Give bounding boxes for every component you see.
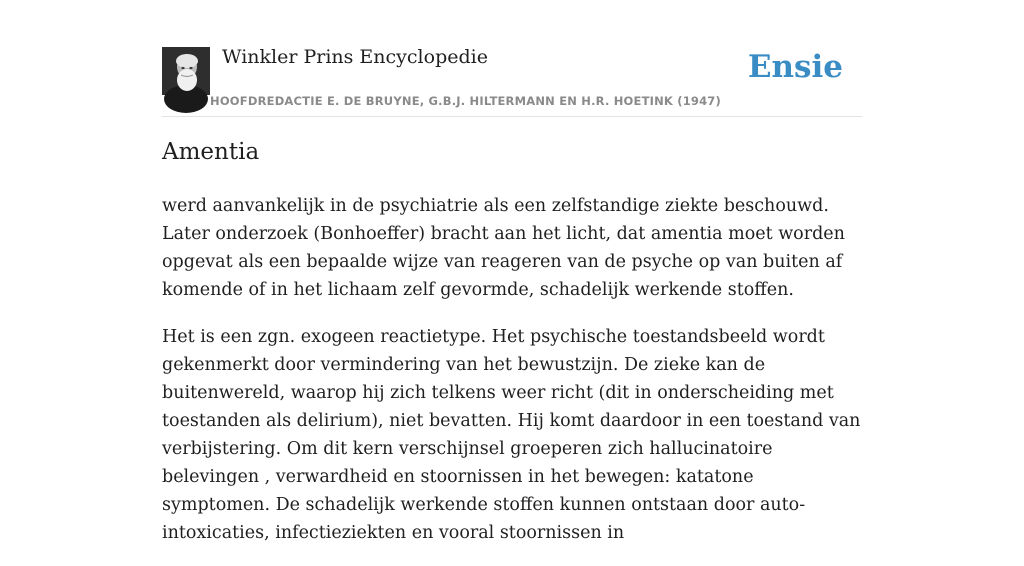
bearded-man-portrait-icon bbox=[162, 47, 210, 95]
article-body bbox=[162, 192, 862, 566]
article-title: Amentia bbox=[162, 139, 260, 165]
source-header bbox=[162, 46, 862, 117]
paragraph: werd aanvankelijk in de psychiatrie als een zelfstandige ziekte beschouwd. Later onderzoek (Bonhoeffer) bracht aan het licht, dat amentia moet worden opgevat als een bepaalde wijze van reageren van de psyche op van buiten af komende of in het lichaam zelf gevormde, schadelijk werkende stoffen. bbox=[162, 196, 845, 300]
editors-line: HOOFDREDACTIE E. DE BRUYNE, G.B.J. HILTERMANN EN H.R. HOETINK (1947) bbox=[210, 94, 721, 108]
avatar[interactable] bbox=[162, 47, 210, 95]
source-title[interactable]: Winkler Prins Encyclopedie bbox=[222, 46, 488, 68]
ensie-logo[interactable]: Ensie bbox=[747, 49, 843, 85]
paragraph: Het is een zgn. exogeen reactietype. Het psychische toestandsbeeld wordt gekenmerkt door vermindering van het bewustzijn. De zieke kan de buitenwereld, waarop hij zich telkens weer richt (dit in onderscheiding met toestanden als delirium), niet bevatten. Hij komt daardoor in een toestand van verbijstering. Om dit kern verschijnsel groeperen zich hallucinatoire belevingen , verwardheid en stoornissen in het bewegen: katatone symptomen. De schadelijk werkende stoffen kunnen ontstaan door auto-intoxicaties, infectieziekten en vooral stoornissen in bbox=[162, 327, 861, 543]
